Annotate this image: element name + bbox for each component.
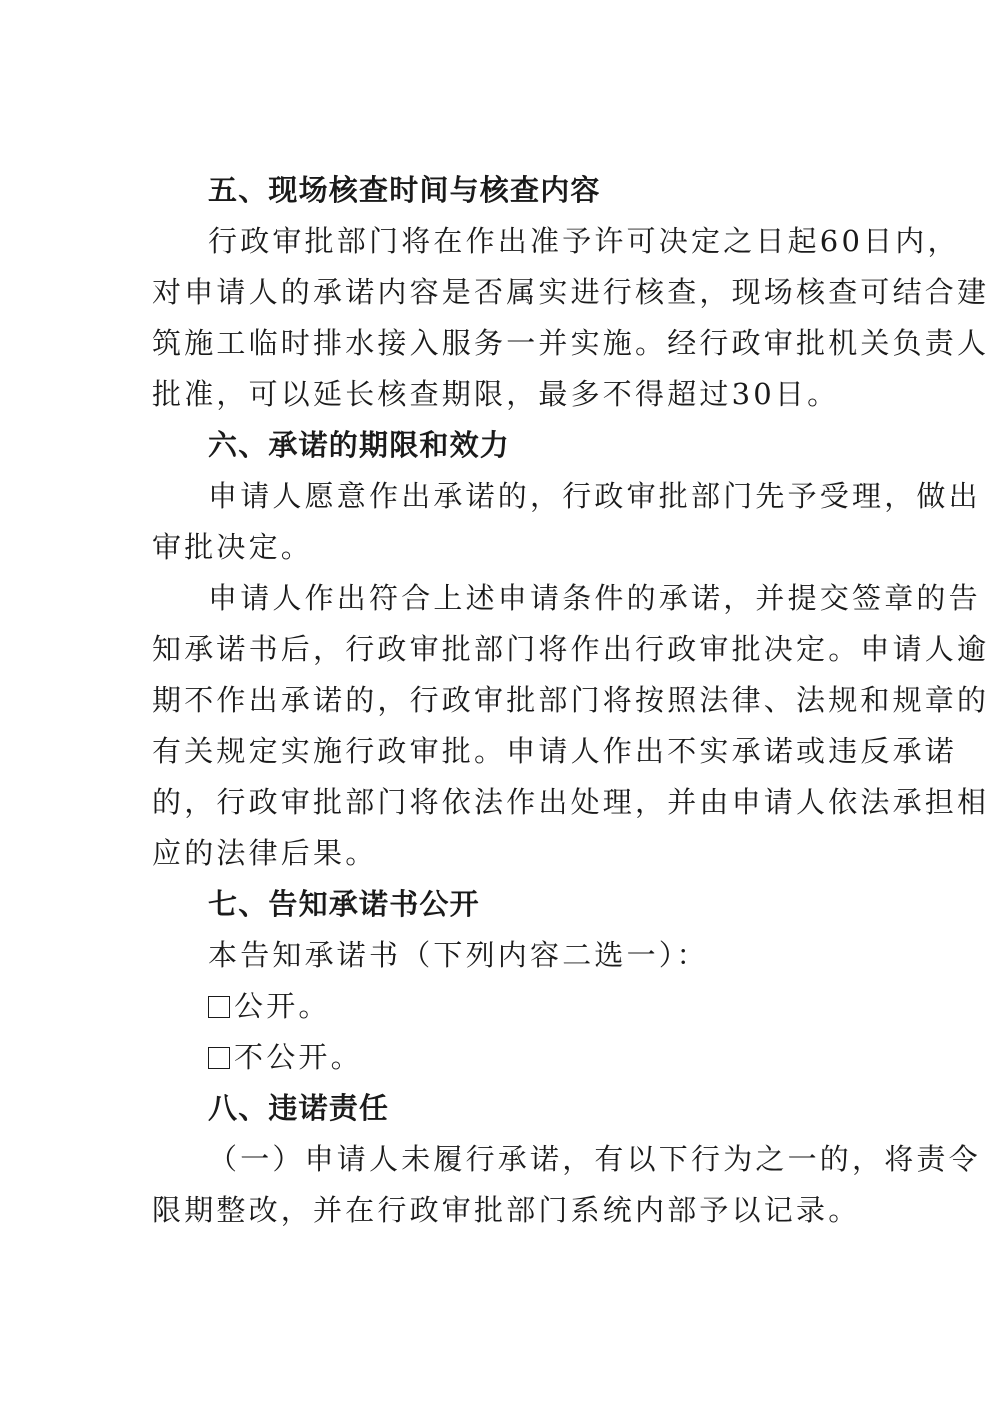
section-6-p2-line-4: 有关规定实施行政审批。申请人作出不实承诺或违反承诺 (152, 734, 958, 768)
section-6-heading: 六、承诺的期限和效力 (208, 428, 511, 462)
section-6-p2-line-1: 申请人作出符合上述申请条件的承诺，并提交签章的告 (208, 581, 981, 615)
section-5-line-1: 行政审批部门将在作出准予许可决定之日起60日内， (208, 224, 960, 258)
option-not-public-label: 不公开。 (234, 1040, 363, 1074)
option-public-label: 公开。 (234, 989, 331, 1023)
section-5-line-4: 批准，可以延长核查期限，最多不得超过30日。 (152, 377, 840, 411)
section-6-p1-line-1: 申请人愿意作出承诺的，行政审批部门先予受理，做出 (208, 479, 981, 513)
section-6-p2-line-5: 的，行政审批部门将依法作出处理，并由申请人依法承担相 (152, 785, 990, 819)
section-5-line-2: 对申请人的承诺内容是否属实进行核查，现场核查可结合建 (152, 275, 990, 309)
section-6-p2-line-6: 应的法律后果。 (152, 836, 378, 870)
section-8-line-2: 限期整改，并在行政审批部门系统内部予以记录。 (152, 1193, 861, 1227)
checkbox-public[interactable] (208, 996, 230, 1018)
section-6-p2-line-2: 知承诺书后，行政审批部门将作出行政审批决定。申请人逾 (152, 632, 990, 666)
section-8-line-1: （一）申请人未履行承诺，有以下行为之一的，将责令 (208, 1142, 981, 1176)
option-not-public[interactable] (208, 1039, 908, 1075)
section-5-line-3: 筑施工临时排水接入服务一并实施。经行政审批机关负责人 (152, 326, 990, 360)
checkbox-not-public[interactable] (208, 1047, 230, 1069)
section-6-p1-line-2: 审批决定。 (152, 530, 314, 564)
section-7-heading: 七、告知承诺书公开 (208, 887, 480, 921)
section-6-p2-line-3: 期不作出承诺的，行政审批部门将按照法律、法规和规章的 (152, 683, 990, 717)
section-7-intro: 本告知承诺书（下列内容二选一）： (208, 938, 709, 972)
option-public[interactable] (208, 988, 908, 1024)
section-8-heading: 八、违诺责任 (208, 1091, 390, 1125)
section-5-heading: 五、现场核查时间与核查内容 (208, 173, 601, 207)
